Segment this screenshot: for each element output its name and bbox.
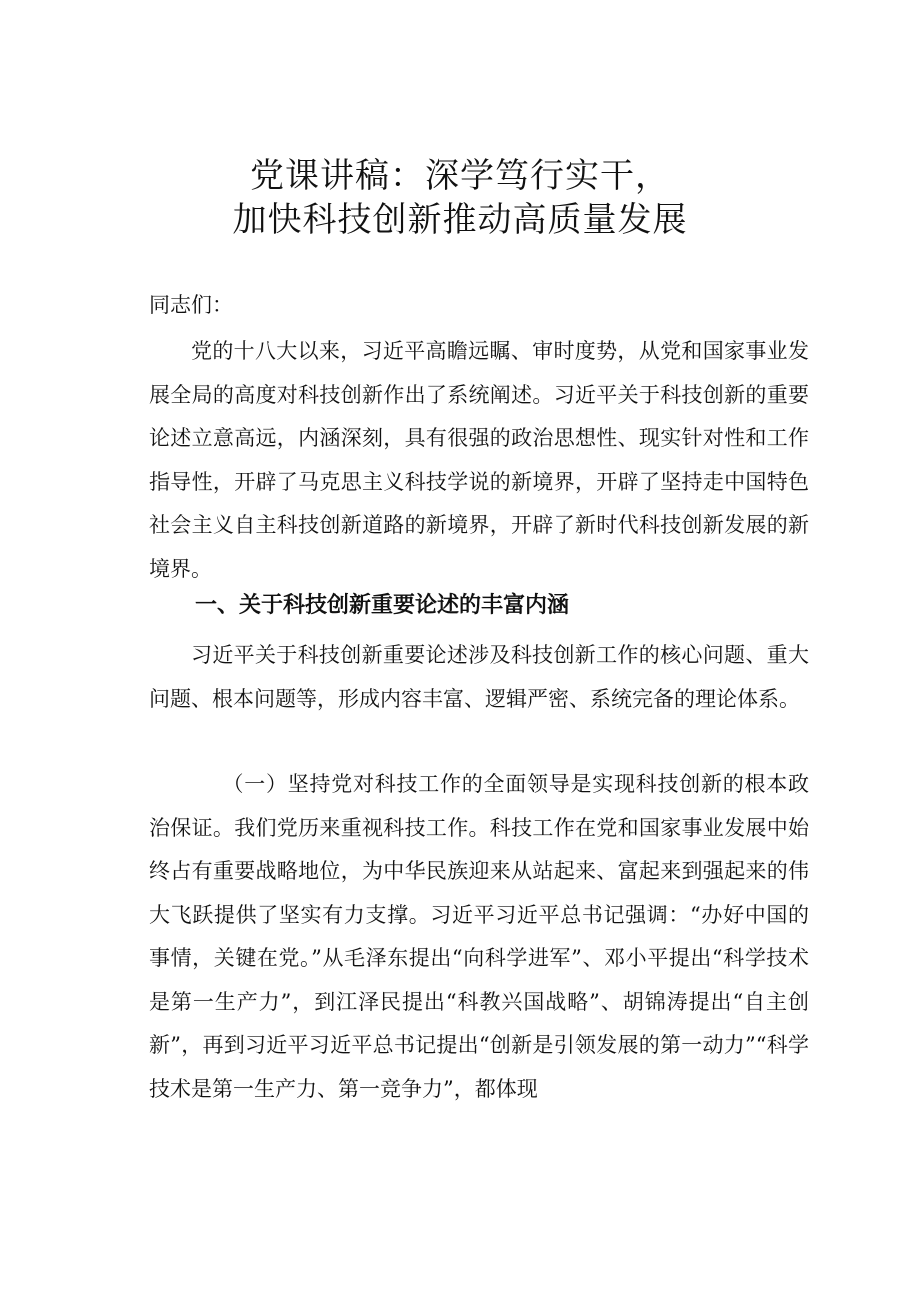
document-title-line-1: 党课讲稿：深学笃行实干， bbox=[250, 156, 670, 196]
document-title-line-2: 加快科技创新推动高质量发展 bbox=[232, 200, 688, 240]
paragraph-subsection-1: （一）坚持党对科技工作的全面领导是实现科技创新的根本政治保证。我们党历来重视科技工作。科技工作在党和国家事业发展中始终占有重要战略地位，为中华民族迎来从站起来、富起来到强起来的伟大飞跃提供了坚实有力支撑。习近平习近平总书记强调：“办好中国的事情，关键在党。”从毛泽东提出“向科学进军”、邓小平提出“科学技术是第一生产力”，到江泽民提出“科教兴国战略”、胡锦涛提出“自主创新”，再到习近平习近平总书记提出“创新是引领发展的第一动力”“科学技术是第一生产力、第一竞争力”，都体现 bbox=[149, 772, 809, 1101]
section-heading-1: 一、关于科技创新重要论述的丰富内涵 bbox=[195, 593, 570, 618]
paragraph-section1-intro: 习近平关于科技创新重要论述涉及科技创新工作的核心问题、重大问题、根本问题等，形成内容丰富、逻辑严密、系统完备的理论体系。 bbox=[149, 643, 809, 711]
paragraph-intro: 党的十八大以来，习近平高瞻远瞩、审时度势，从党和国家事业发展全局的高度对科技创新作出了系统阐述。习近平关于科技创新的重要论述立意高远，内涵深刻，具有很强的政治思想性、现实针对性和工作指导性，开辟了马克思主义科技学说的新境界，开辟了坚持走中国特色社会主义自主科技创新道路的新境界，开辟了新时代科技创新发展的新境界。 bbox=[149, 339, 809, 581]
salutation: 同志们： bbox=[149, 293, 233, 317]
